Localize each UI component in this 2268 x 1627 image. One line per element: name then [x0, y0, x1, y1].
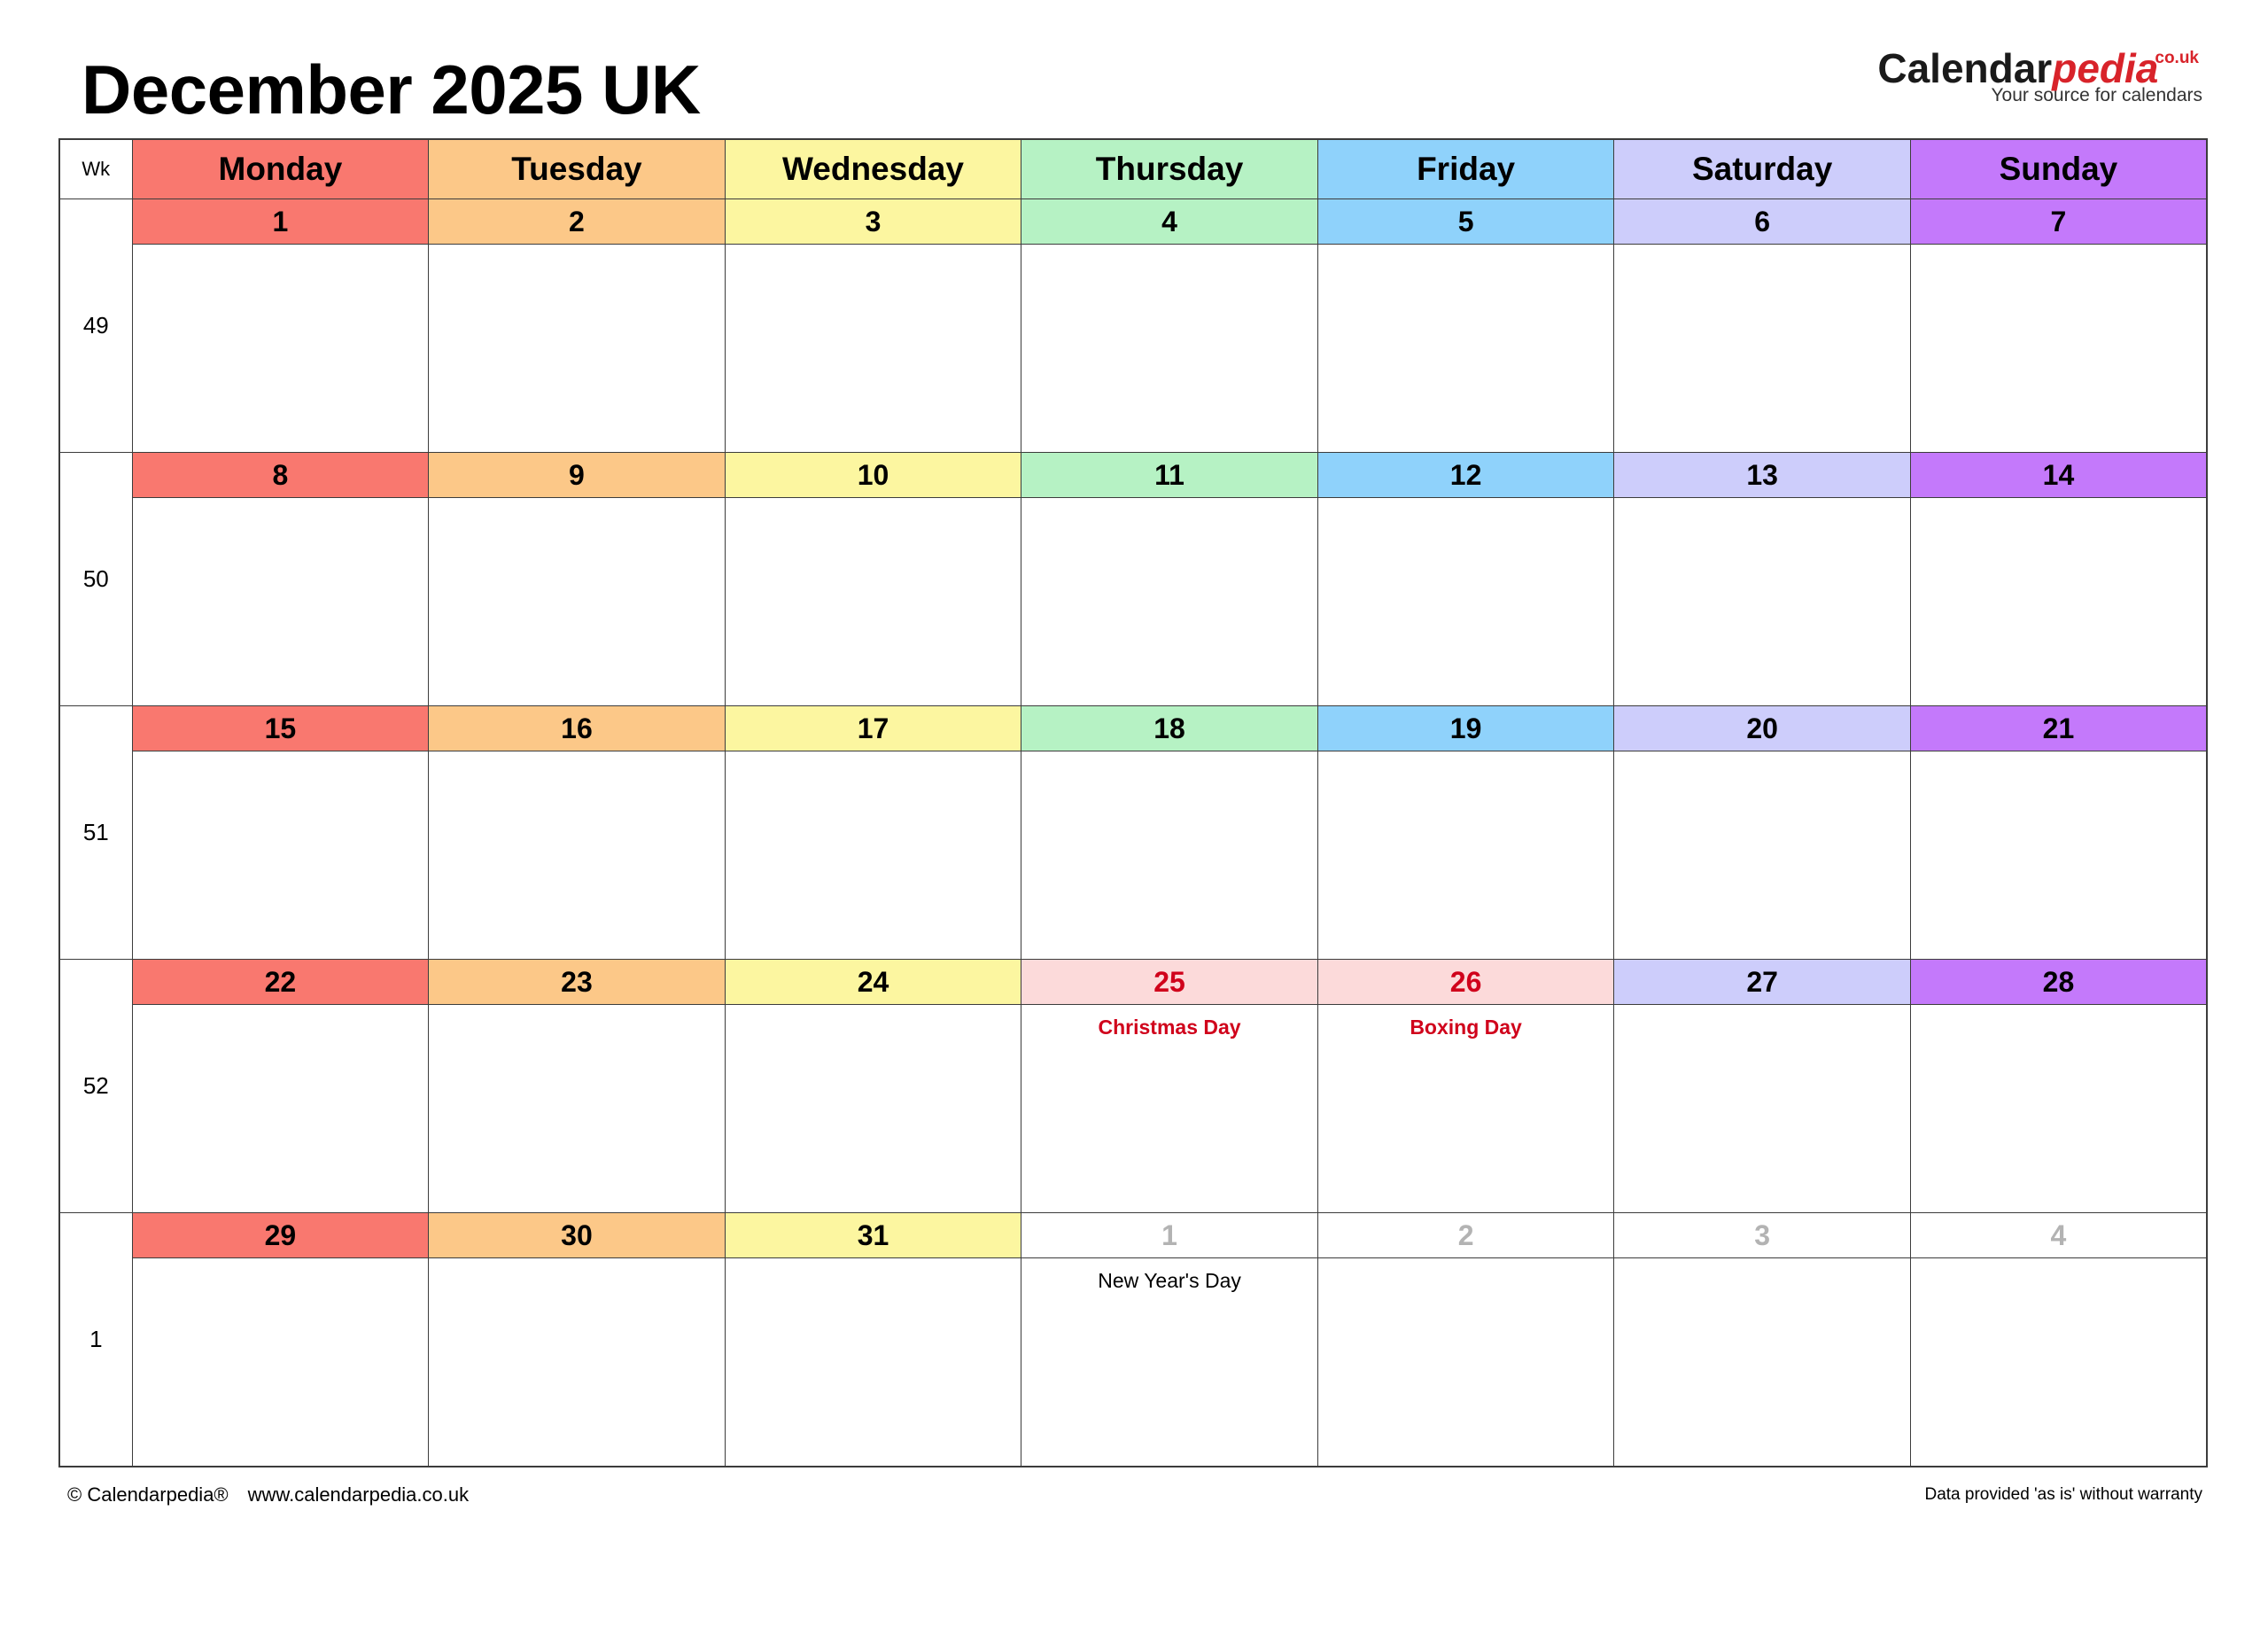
day-cell[interactable]	[1021, 245, 1318, 453]
date-number: 15	[132, 706, 429, 751]
date-number: 17	[725, 706, 1021, 751]
calendar-body	[59, 199, 2207, 1467]
date-number: 2	[1317, 1213, 1614, 1258]
date-number: 23	[429, 960, 726, 1005]
weekday-header-tuesday: Tuesday	[429, 139, 726, 199]
day-cell[interactable]	[1317, 245, 1614, 453]
page-header	[58, 34, 2210, 138]
website-link[interactable]: www.calendarpedia.co.uk	[247, 1483, 470, 1506]
disclaimer-text: Data provided 'as is' without warranty	[1924, 1485, 2202, 1504]
day-cell[interactable]	[429, 498, 726, 706]
day-cell[interactable]	[725, 1005, 1021, 1213]
week-number-cell: 50	[59, 453, 132, 706]
weekday-header-sunday: Sunday	[1910, 139, 2207, 199]
day-cell[interactable]	[132, 1258, 429, 1467]
day-cell[interactable]	[725, 1258, 1021, 1467]
date-number: 7	[1910, 199, 2207, 245]
date-number: 28	[1910, 960, 2207, 1005]
date-number: 16	[429, 706, 726, 751]
brand-tld: co.uk	[2155, 49, 2199, 67]
day-cell[interactable]	[429, 245, 726, 453]
event-label: Boxing Day	[1410, 1016, 1522, 1039]
page-title: December 2025 UK	[82, 51, 701, 128]
day-cell[interactable]	[1614, 1258, 1911, 1467]
brand-wordmark	[1877, 45, 2202, 91]
day-cell[interactable]	[1614, 751, 1911, 960]
date-number: 11	[1021, 453, 1318, 498]
date-number: 4	[1910, 1213, 2207, 1258]
day-cell[interactable]	[1910, 1258, 2207, 1467]
day-cell[interactable]	[1614, 498, 1911, 706]
day-cell[interactable]	[429, 1258, 726, 1467]
week-number-header: Wk	[59, 139, 132, 199]
day-cell[interactable]	[1021, 498, 1318, 706]
date-number: 21	[1910, 706, 2207, 751]
date-number: 6	[1614, 199, 1911, 245]
day-cell[interactable]	[1021, 1005, 1318, 1213]
day-cell[interactable]	[1317, 1258, 1614, 1467]
day-cell[interactable]	[132, 245, 429, 453]
day-cell[interactable]	[725, 751, 1021, 960]
day-cell[interactable]	[1614, 1005, 1911, 1213]
day-cell[interactable]	[132, 498, 429, 706]
event-label: New Year's Day	[1098, 1269, 1241, 1292]
date-number: 8	[132, 453, 429, 498]
brand-name-pedia: pedia	[2052, 45, 2159, 91]
weekday-header-monday: Monday	[132, 139, 429, 199]
date-number: 22	[132, 960, 429, 1005]
day-cell[interactable]	[1910, 498, 2207, 706]
date-number: 30	[429, 1213, 726, 1258]
date-number: 20	[1614, 706, 1911, 751]
week-content-row	[59, 498, 2207, 706]
week-number-cell: 51	[59, 706, 132, 960]
date-number: 1	[1021, 1213, 1318, 1258]
page-footer	[58, 1478, 2208, 1514]
day-cell[interactable]	[725, 498, 1021, 706]
copyright-text: © Calendarpedia®	[67, 1483, 229, 1506]
date-number: 2	[429, 199, 726, 245]
date-number: 1	[132, 199, 429, 245]
week-number-row	[59, 960, 2207, 1005]
week-content-row	[59, 245, 2207, 453]
date-number: 18	[1021, 706, 1318, 751]
brand-name-calendar: Calendar	[1877, 45, 2053, 91]
date-number: 13	[1614, 453, 1911, 498]
week-content-row	[59, 1005, 2207, 1213]
week-number-cell: 1	[59, 1213, 132, 1467]
day-cell[interactable]	[1317, 498, 1614, 706]
day-cell[interactable]	[132, 751, 429, 960]
day-cell[interactable]	[1317, 751, 1614, 960]
day-cell[interactable]	[1910, 245, 2207, 453]
day-cell[interactable]	[132, 1005, 429, 1213]
date-number: 3	[1614, 1213, 1911, 1258]
date-number: 9	[429, 453, 726, 498]
week-number-row	[59, 453, 2207, 498]
day-cell[interactable]	[1317, 1005, 1614, 1213]
date-number: 29	[132, 1213, 429, 1258]
date-number: 31	[725, 1213, 1021, 1258]
date-number: 25	[1021, 960, 1318, 1005]
event-label: Christmas Day	[1098, 1016, 1241, 1039]
weekday-header-friday: Friday	[1317, 139, 1614, 199]
brand-tagline: Your source for calendars	[1991, 85, 2202, 105]
date-number: 26	[1317, 960, 1614, 1005]
day-cell[interactable]	[1910, 751, 2207, 960]
week-number-cell: 52	[59, 960, 132, 1213]
day-cell[interactable]	[725, 245, 1021, 453]
week-number-row	[59, 199, 2207, 245]
date-number: 24	[725, 960, 1021, 1005]
date-number: 5	[1317, 199, 1614, 245]
date-number: 27	[1614, 960, 1911, 1005]
day-cell[interactable]	[1910, 1005, 2207, 1213]
week-number-row	[59, 1213, 2207, 1258]
date-number: 3	[725, 199, 1021, 245]
day-cell[interactable]	[429, 751, 726, 960]
week-number-row	[59, 706, 2207, 751]
footer-left	[67, 1483, 469, 1506]
weekday-header-wednesday: Wednesday	[725, 139, 1021, 199]
day-cell[interactable]	[429, 1005, 726, 1213]
date-number: 12	[1317, 453, 1614, 498]
day-cell[interactable]	[1021, 1258, 1318, 1467]
week-number-cell: 49	[59, 199, 132, 453]
weekday-header-saturday: Saturday	[1614, 139, 1911, 199]
date-number: 19	[1317, 706, 1614, 751]
day-cell[interactable]	[1021, 751, 1318, 960]
weekday-header-thursday: Thursday	[1021, 139, 1318, 199]
day-cell[interactable]	[1614, 245, 1911, 453]
week-content-row	[59, 751, 2207, 960]
calendar-table	[58, 138, 2208, 1467]
date-number: 14	[1910, 453, 2207, 498]
week-content-row	[59, 1258, 2207, 1467]
date-number: 4	[1021, 199, 1318, 245]
weekday-header-row	[59, 139, 2207, 199]
date-number: 10	[725, 453, 1021, 498]
calendar-head	[59, 139, 2207, 199]
brand-logo	[1877, 45, 2202, 106]
